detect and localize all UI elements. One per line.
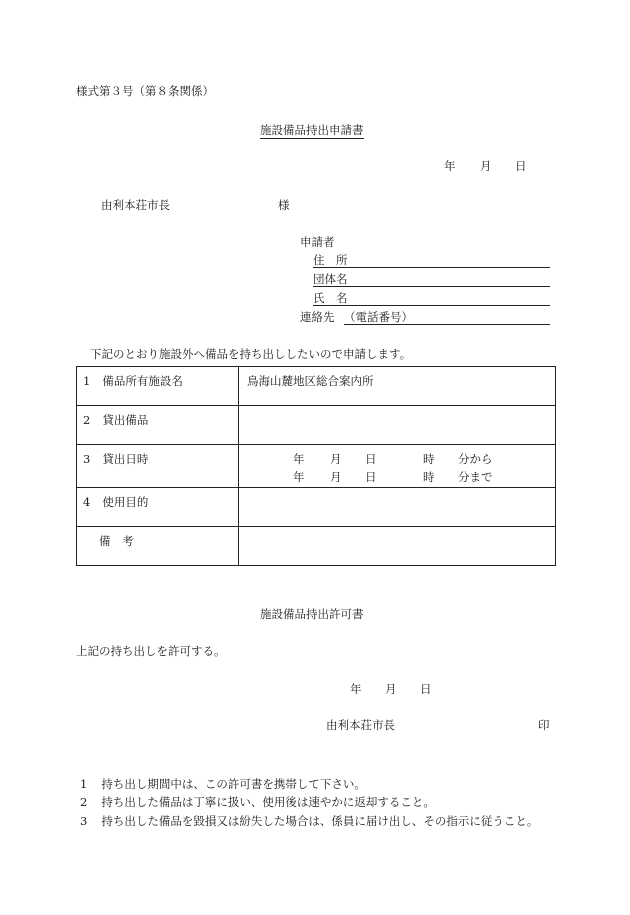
table-row xyxy=(77,367,556,406)
row-label-text: 備 考 xyxy=(99,534,134,548)
phone-label: （電話番号） xyxy=(344,310,413,324)
list-item: 3 持ち出した備品を毀損又は紛失した場合は、係員に届け出し、その指示に従うこと。 xyxy=(80,814,539,828)
address-field[interactable] xyxy=(313,267,550,268)
row-value[interactable] xyxy=(239,406,556,445)
row-label xyxy=(77,367,239,406)
list-item: 1 持ち出し期間中は、この許可書を携帯して下さい。 xyxy=(80,777,366,791)
seal-mark: 印 xyxy=(538,718,550,732)
date-month: 月 xyxy=(480,159,492,173)
table-row xyxy=(77,445,556,488)
organization-field[interactable] xyxy=(313,286,550,287)
contact-field[interactable] xyxy=(344,324,550,325)
row-number: 4 xyxy=(83,495,91,509)
datetime-until: 年 月 日 時 分まで xyxy=(293,470,493,484)
organization-label: 団体名 xyxy=(313,272,348,286)
form-number: 様式第３号（第８条関係） xyxy=(76,84,214,98)
row-value[interactable] xyxy=(239,367,556,406)
row-label xyxy=(77,445,239,488)
row-label xyxy=(77,527,239,566)
date-year: 年 xyxy=(444,159,456,173)
datetime-from: 年 月 日 時 分から xyxy=(293,452,493,466)
request-sentence: 下記のとおり施設外へ備品を持ち出ししたいので申請します。 xyxy=(90,347,412,361)
permit-title: 施設備品持出許可書 xyxy=(260,607,364,621)
date-day: 日 xyxy=(515,159,527,173)
name-label: 氏 名 xyxy=(313,291,348,305)
addressee-honorific: 様 xyxy=(278,198,290,212)
table-row xyxy=(77,488,556,527)
application-title: 施設備品持出申請書 xyxy=(260,123,364,137)
lending-datetime[interactable] xyxy=(239,445,556,488)
address-label: 住 所 xyxy=(313,253,348,267)
list-item: 2 持ち出した備品は丁寧に扱い、使用後は速やかに返却すること。 xyxy=(80,795,435,809)
contact-label: 連絡先 xyxy=(300,310,335,324)
facility-name: 鳥海山麓地区総合案内所 xyxy=(247,374,374,388)
table-row xyxy=(77,406,556,445)
row-label-text: 貸出備品 xyxy=(102,413,149,427)
addressee-name: 由利本荘市長 xyxy=(101,198,170,212)
row-label-text: 貸出日時 xyxy=(102,452,149,466)
row-value[interactable] xyxy=(239,527,556,566)
row-number: 2 xyxy=(83,413,91,427)
applicant-heading: 申請者 xyxy=(300,235,335,249)
row-label xyxy=(77,488,239,527)
row-label xyxy=(77,406,239,445)
permit-sentence: 上記の持ち出しを許可する。 xyxy=(76,644,226,658)
row-value[interactable] xyxy=(239,488,556,527)
row-label-text: 使用目的 xyxy=(102,495,149,509)
permit-signature-name: 由利本荘市長 xyxy=(326,718,395,732)
row-label-text: 備品所有施設名 xyxy=(102,374,183,388)
row-number: 3 xyxy=(83,452,91,466)
table-row xyxy=(77,527,556,566)
name-field[interactable] xyxy=(313,305,550,306)
request-table xyxy=(76,366,556,566)
row-number: 1 xyxy=(83,374,91,388)
